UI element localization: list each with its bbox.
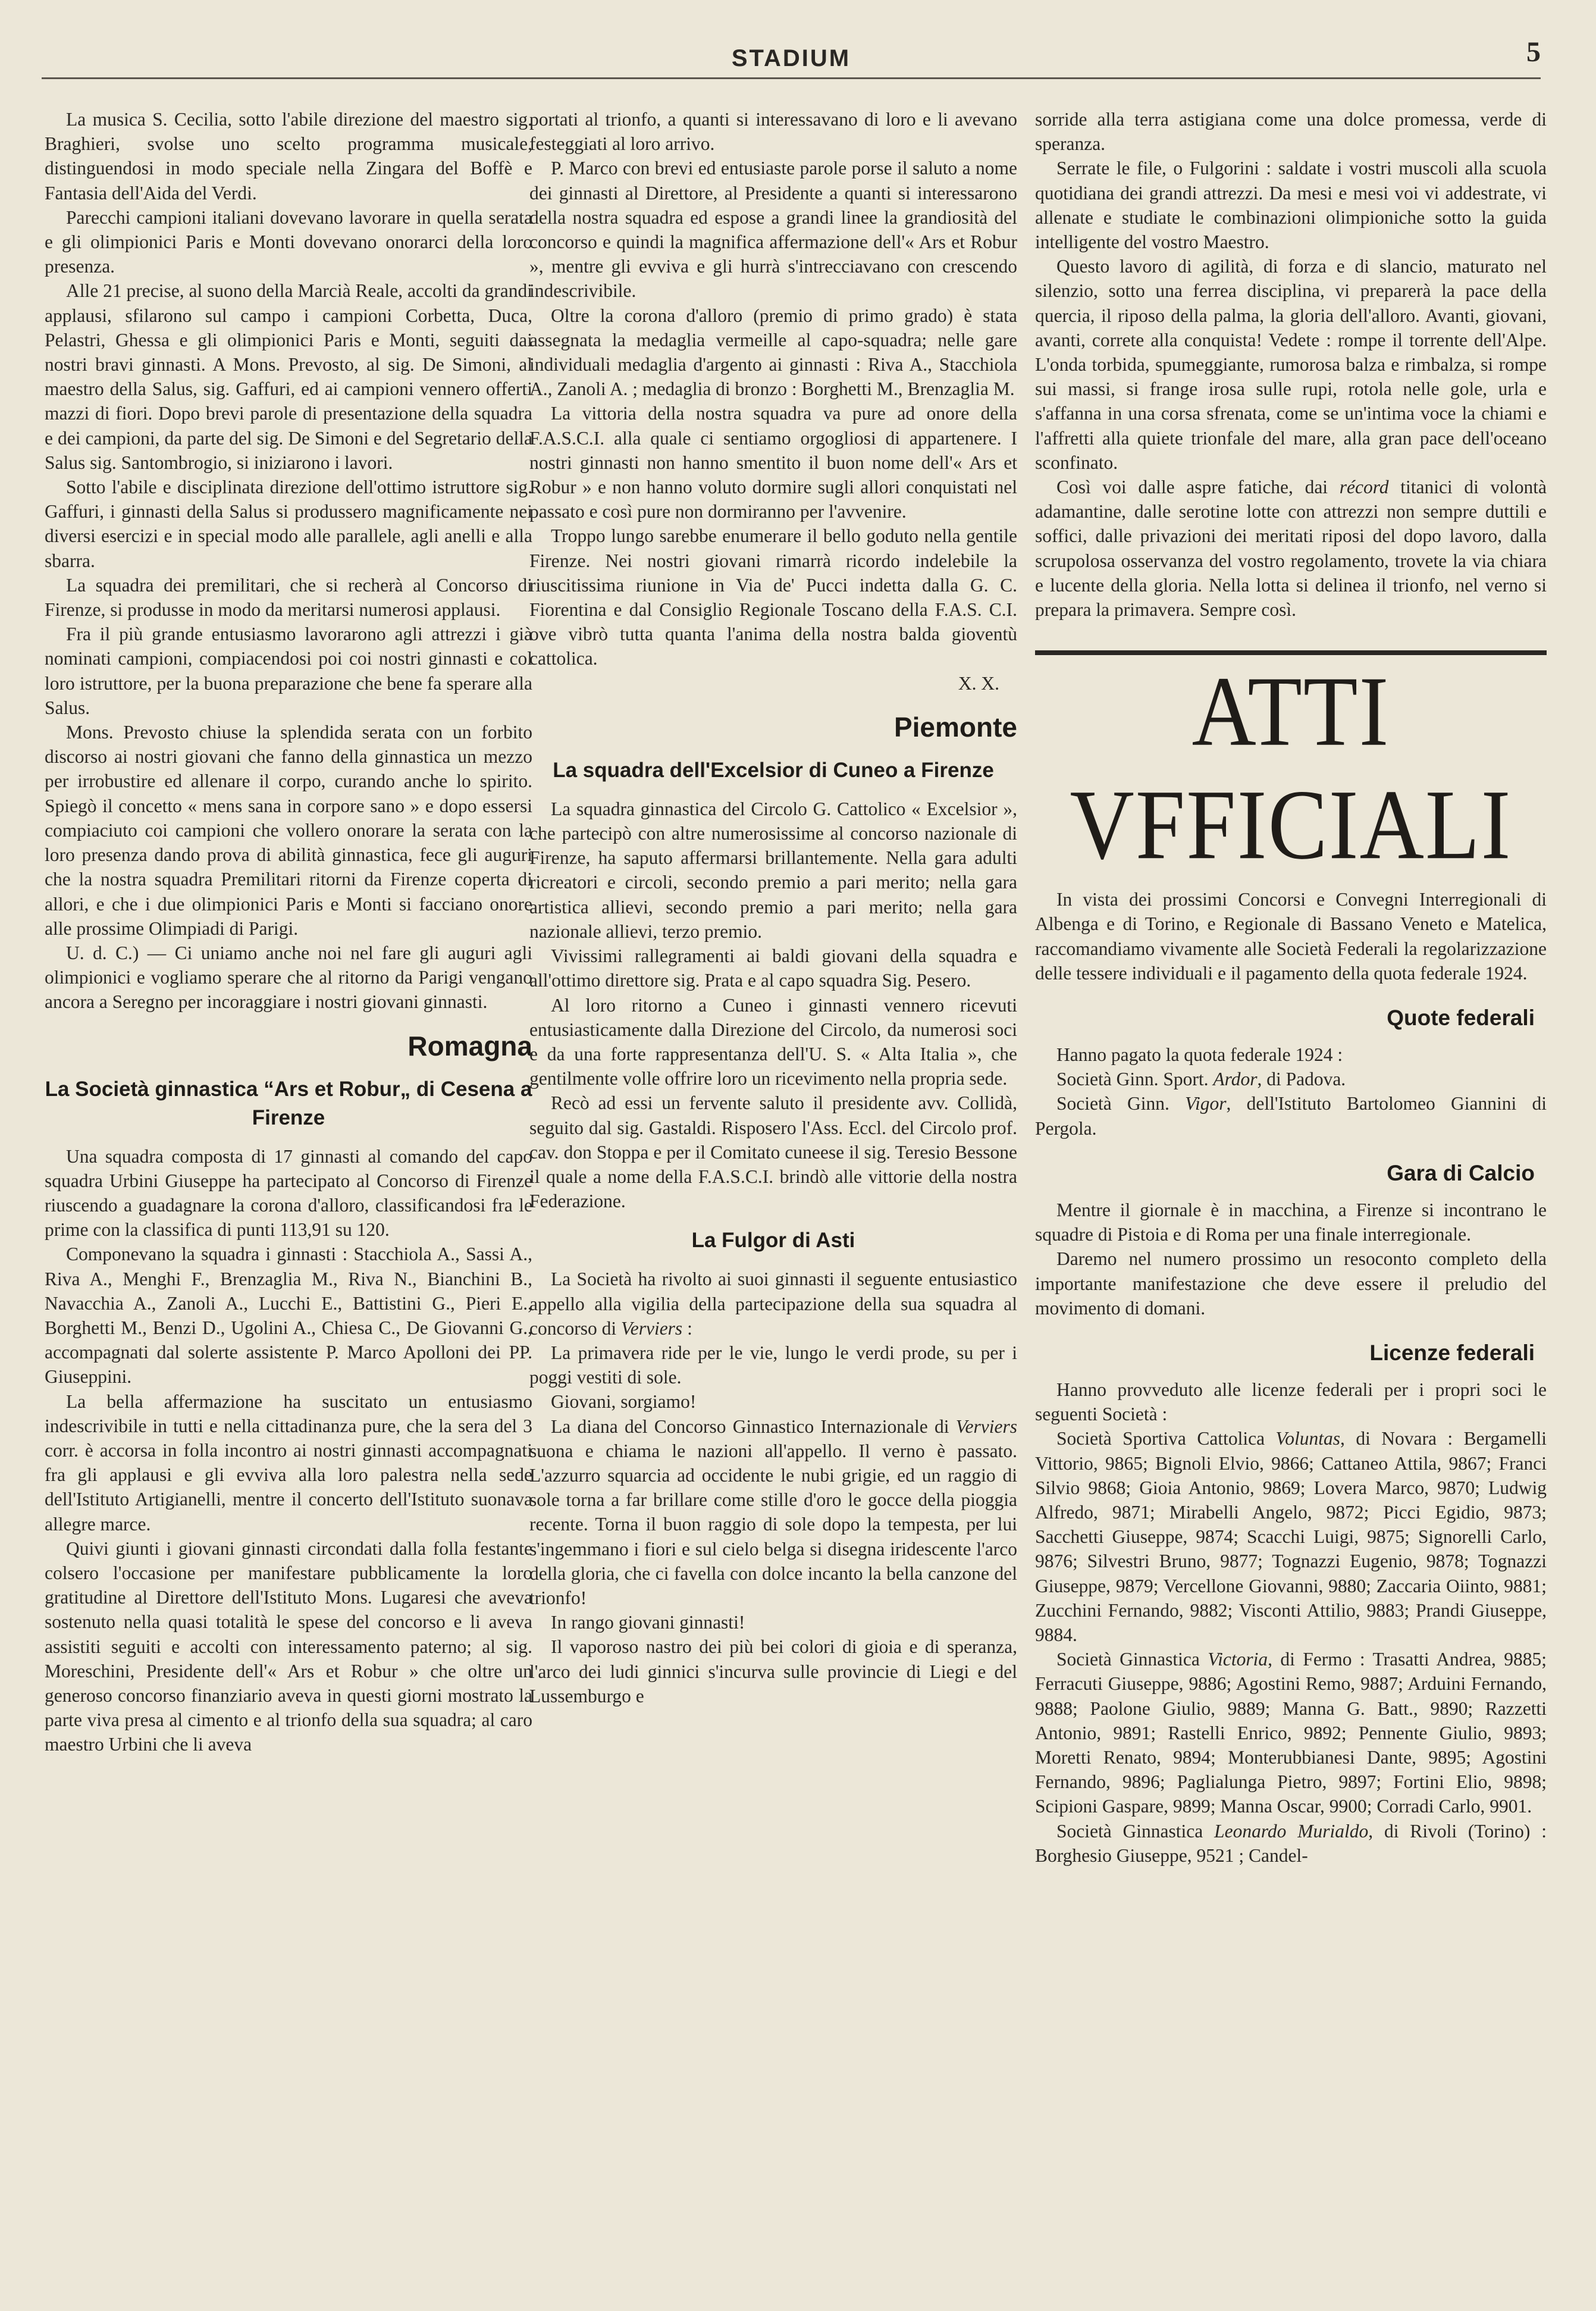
- paragraph: Una squadra composta di 17 ginnasti al comando del capo squadra Urbini Giuseppe ha partecipato al Concorso di Firenze riuscendo a guadagnare la corona d'alloro, classificandosi fra le prime con la classifica di punti 113,91 su 120.: [45, 1145, 532, 1241]
- section-heading-piemonte: Piemonte: [893, 711, 1017, 743]
- paragraph: Hanno pagato la quota federale 1924 :: [1056, 1044, 1343, 1066]
- paragraph: Recò ad essi un fervente saluto il presidente avv. Collidà, seguito dal sig. Gastaldi. Risposero l'Ass. Eccl. del Circolo prof. cav. don Stoppa e per il Comitato cuneese il sig. Teresio Bessone il quale a nome della F.A.S.C.I. brindò alle vittorie della nostra Federazione.: [529, 1092, 1017, 1212]
- masthead: [42, 36, 1541, 79]
- paragraph: Società Ginnastica Victoria, di Fermo : Trasatti Andrea, 9885; Ferracuti Giuseppe, 9886; Agostini Remo, 9887; Arduini Fernando, 9888; Paolone Giulio, 9889; Manna G. Batt., 9890; Razzetti Antonio, 9891; Rastelli Enrico, 9892; Pennente Giulio, 9893; Moretti Renato, 9894; Monterubbianesi Dante, 9895; Agostini Fernando, 9896; Paglialunga Pietro, 9897; Fortini Elio, 9898; Scipioni Gaspare, 9899; Manna Oscar, 9900; Corradi Carlo, 9901.: [1035, 1649, 1547, 1817]
- paragraph: Fra il più grande entusiasmo lavorarono agli attrezzi i già nominati campioni, compiacendosi poi coi nostri ginnasti e col loro istruttore, per la buona preparazione che bene fa sperare alla Salus.: [45, 624, 532, 718]
- paragraph: La squadra ginnastica del Circolo G. Cattolico « Excelsior », che partecipò con altre numerosissime al concorso nazionale di Firenze, ha saputo affermarsi brillantemente. Nella gara adulti ricreatori e circoli, secondo premio a pari merito; nella gara artistica allievi, secondo premio a pari merito; nella gara nazionale allievi, terzo premio.: [529, 798, 1017, 942]
- gara-di-calcio-heading: Gara di Calcio: [1387, 1160, 1535, 1185]
- paragraph: Daremo nel numero prossimo un resoconto completo della importante manifestazione che deve essere il preludio del movimento di domani.: [1035, 1248, 1547, 1319]
- article-title-fulgor: La Fulgor di Asti: [691, 1229, 855, 1252]
- paragraph: sorride alla terra astigiana come una dolce promessa, verde di speranza.: [1035, 109, 1547, 155]
- paragraph: Società Ginnastica Leonardo Murialdo, di Rivoli (Torino) : Borghesio Giuseppe, 9521 ; Candel-: [1035, 1820, 1547, 1866]
- atti-ufficiali-heading: ATTI VFFICIALI: [1070, 656, 1512, 881]
- paragraph: Quivi giunti i giovani ginnasti circondati dalla folla festante colsero l'occasione per manifestare pubblicamente la loro gratitudine al Direttore dell'Istituto Mons. Lugaresi che aveva sostenuto nella quasi totalità le spese del concorso e li aveva assistiti seguiti e accolti con interessamento paterno; al sig. Moreschini, Presidente dell'« Ars et Robur » che oltre un generoso concorso finanziario aveva in questi giorni mostrato la parte viva presa al cimento e al trionfo della sua squadra; al caro maestro Urbini che li aveva: [45, 1537, 532, 1755]
- paragraph: P. Marco con brevi ed entusiaste parole porse il saluto a nome dei ginnasti al Direttore, al Presidente a quanti si interessarono della nostra squadra ed espose a grandi linee la grandiosità del concorso e quindi la magnifica affermazione dell'« Ars et Robur », mentre gli evviva e gli hurrà s'intrecciavano con crescendo indescrivibile.: [529, 158, 1017, 302]
- column-3: [1035, 107, 1547, 1868]
- paragraph: Vivissimi rallegramenti ai baldi giovani della squadra e all'ottimo direttore sig. Prata e al capo squadra Sig. Pesero.: [529, 945, 1017, 991]
- paragraph: Società Ginn. Vigor, dell'Istituto Bartolomeo Giannini di Pergola.: [1035, 1093, 1547, 1139]
- page-number: 5: [1526, 36, 1541, 68]
- section-heading-romagna: Romagna: [407, 1030, 532, 1061]
- paragraph: Hanno provveduto alle licenze federali per i propri soci le seguenti Società :: [1035, 1379, 1547, 1425]
- paragraph: Troppo lungo sarebbe enumerare il bello goduto nella gentile Firenze. Nei nostri giovani rimarrà ricordo indelebile la riuscitissima riunione in Via de' Pucci indetta dalla G. C. Fiorentina e dal Consiglio Regionale Toscano della F.A.S. C.I. ove vibrò tutta quanta l'anima della nostra balda gioventù cattolica.: [529, 525, 1017, 669]
- paragraph: La primavera ride per le vie, lungo le verdi prode, su per i poggi vestiti di sole.: [529, 1342, 1017, 1388]
- paragraph: In rango giovani ginnasti!: [551, 1612, 745, 1633]
- paragraph: Il vaporoso nastro dei più bei colori di gioia e di speranza, l'arco dei ludi ginnici s'incurva sulle provincie di Liegi e del Lussemburgo e: [529, 1636, 1017, 1706]
- article-title: La squadra dell'Excelsior di Cuneo a Firenze: [553, 758, 994, 782]
- article-title: La Società ginnastica “Ars et Robur„ di Cesena a Firenze: [45, 1077, 532, 1129]
- paragraph: La diana del Concorso Ginnastico Internazionale di Verviers suona e chiama le nazioni all'appello. Il verno è passato. L'azzurro squarcia ad occidente le nubi grigie, ed un raggio di sole torna a far brillare come stille d'oro le gocce della pioggia recente. Torna il buon raggio di sole dopo la tempesta, per lui s'ingemmano i fiori e sul cielo belga si disegna iridescente l'arco della gloria, che ci favella con dolce incanto la bella canzone del trionfo!: [529, 1416, 1017, 1608]
- newspaper-title: STADIUM: [731, 45, 851, 71]
- paragraph: In vista dei prossimi Concorsi e Convegni Interregionali di Albenga e di Torino, e Regionale di Bassano Veneto e Matelica, raccomandiamo vivamente alle Società Federali la regolarizzazione delle tessere individuali e il pagamento della quota federale 1924.: [1035, 889, 1547, 984]
- licenze-federali-heading: Licenze federali: [1369, 1340, 1535, 1365]
- column-1: [45, 107, 532, 1757]
- column-2: [529, 107, 1017, 1708]
- paragraph: portati al trionfo, a quanti si interessavano di loro e li avevano festeggiati al loro arrivo.: [529, 109, 1017, 155]
- paragraph: U. d. C.) — Ci uniamo anche noi nel fare gli auguri agli olimpionici e vogliamo sperare che al ritorno da Parigi vengano ancora a Seregno per incoraggiare i nostri giovani ginnasti.: [45, 942, 532, 1013]
- paragraph: Alle 21 precise, al suono della Marcià Reale, accolti da grandi applausi, sfilarono sul campo i campioni Corbetta, Duca, Pelastri, Ghessa e gli olimpionici Paris e Monti, seguiti dai nostri bravi ginnasti. A Mons. Prevosto, al sig. De Simoni, al maestro della Salus, sig. Gaffuri, ed ai campioni vennero offerti mazzi di fiori. Dopo brevi parole di presentazione della squadra e dei campioni, da parte del sig. De Simoni e del Segretario della Salus sig. Santombrogio, si iniziarono i lavori.: [45, 280, 532, 473]
- paragraph: Società Sportiva Cattolica Voluntas, di Novara : Bergamelli Vittorio, 9865; Bignoli Elvio, 9866; Cattaneo Attila, 9867; Franci Silvio 9868; Gioia Antonio, 9869; Lovera Marco, 9870; Ludwig Alfredo, 9871; Mirabelli Angelo, 9872; Picci Egidio, 9873; Sacchetti Giuseppe, 9874; Scacchi Luigi, 9875; Signorelli Carlo, 9876; Silvestri Bruno, 9877; Tognazzi Eugenio, 9878; Tognazzi Giuseppe, 9879; Vercellone Giovanni, 9880; Zaccaria Oiinto, 9881; Zucchini Fernando, 9882; Visconti Attilio, 9883; Prandi Giuseppe, 9884.: [1035, 1428, 1547, 1645]
- paragraph: Componevano la squadra i ginnasti : Stacchiola A., Sassi A., Riva A., Menghi F., Brenzaglia M., Riva N., Bianchini B., Navacchia A., Zanoli A., Lucchi E., Battistini G., Pieri E., Borghetti M., Benzi D., Ugolini A., Chiesa C., De Giovanni G., accompagnati dal solerte assistente P. Marco Apolloni dei PP. Giuseppini.: [45, 1244, 532, 1388]
- paragraph: La bella affermazione ha suscitato un entusiasmo indescrivibile in tutti e nella cittadinanza pure, che la sera del 3 corr. è accorsa in folla incontro ai nostri ginnasti accompagnati fra gli applausi e gli evviva alla loro palestra nella sede dell'Istituto Artigianelli, mentre il concerto dell'Istituto suonava allegre marce.: [45, 1391, 532, 1535]
- paragraph: Serrate le file, o Fulgorini : saldate i vostri muscoli alla scuola quotidiana dei grandi attrezzi. Da mesi e mesi voi vi addestrate, vi allenate e studiate le combinazioni olimpioniche sotto la guida intelligente del vostro Maestro.: [1035, 158, 1547, 253]
- paragraph: Parecchi campioni italiani dovevano lavorare in quella serata e gli olimpionici Paris e Monti dovevano onorarci della loro presenza.: [45, 206, 532, 277]
- paragraph: Mons. Prevosto chiuse la splendida serata con un forbito discorso ai nostri giovani che fanno della ginnastica un mezzo per irrobustire ed allenare il corpo, curando anche lo spirito. Spiegò il concetto « mens sana in corpore sano » e dopo essersi compiaciuto coi campioni che vollero onorare la serata con la loro presenza dando prova di abilità ginnastica, fece gli auguri che la nostra squadra Premilitari ritorni da Firenze coperta di allori, e che i due olimpionici Paris e Monti si facciano onore alle prossime Olimpiadi di Parigi.: [45, 722, 532, 939]
- paragraph: Mentre il giornale è in macchina, a Firenze si incontrano le squadre di Pistoia e di Roma per una finale interregionale.: [1035, 1199, 1547, 1245]
- quote-federali-heading: Quote federali: [1387, 1006, 1535, 1031]
- paragraph: La musica S. Cecilia, sotto l'abile direzione del maestro sig. Braghieri, svolse uno scelto programma musicale, distinguendosi in modo speciale nella Zingara del Boffè e Fantasia dell'Aida del Verdi.: [45, 109, 532, 203]
- paragraph: La Società ha rivolto ai suoi ginnasti il seguente entusiastico appello alla vigilia della partecipazione della sua squadra al concorso di Verviers :: [529, 1269, 1017, 1339]
- paragraph: Società Ginn. Sport. Ardor, di Padova.: [1056, 1069, 1346, 1090]
- signature: X. X.: [958, 672, 999, 694]
- paragraph: Giovani, sorgiamo!: [551, 1391, 697, 1413]
- paragraph: La vittoria della nostra squadra va pure ad onore della F.A.S.C.I. alla quale ci sentiamo orgogliosi di appartenere. I nostri ginnasti non hanno smentito il buon nome dell'« Ars et Robur » e non hanno voluto dormire sugli allori conquistati nel passato e così pure non dormiranno per l'avvenire.: [529, 403, 1017, 522]
- paragraph: Al loro ritorno a Cuneo i ginnasti vennero ricevuti entusiasticamente dalla Direzione del Circolo, da numerosi soci e da una forte rappresentanza dell'U. S. « Alta Italia », che gentilmente volle offrire loro un ricevimento nella propria sede.: [529, 994, 1017, 1089]
- paragraph: Così voi dalle aspre fatiche, dai récord titanici di volontà adamantine, dalle serotine lotte con attrezzi non sempre duttili e soffici, dalle privazioni dei meritati riposi del dopo lavoro, dalla scrupolosa osservanza del vostro regolamento, trovete la via chiara e lucente della gloria. Nella lotta si delinea il trionfo, nel verno si prepara la primavera. Sempre così.: [1035, 477, 1547, 621]
- paragraph: Oltre la corona d'alloro (premio di primo grado) è stata assegnata la medaglia vermeille al capo-squadra; nelle gare individuali medaglia d'argento ai ginnasti : Riva A., Stacchiola A., Zanoli A. ; medaglia di bronzo : Borghetti M., Brenzaglia M.: [529, 305, 1017, 400]
- paragraph: Questo lavoro di agilità, di forza e di slancio, maturato nel silenzio, sotto una ferrea disciplina, vi preparerà la pace della quercia, il riposo della palma, la gloria dell'alloro. Avanti, giovani, avanti, correte alla conquista! Vedete : rompe il torrente dell'Alpe. L'onda torbida, spumeggiante, rumorosa balza e rimbalza, si rompe sui massi, si frange irosa sulle rupi, rotola nelle gole, urla e s'affanna in una corsa sfrenata, come se un'intima voce la chiami e l'affretti alla quiete trionfale del mare, alla gran pace dell'oceano sconfinato.: [1035, 256, 1547, 473]
- paragraph: La squadra dei premilitari, che si recherà al Concorso di Firenze, si produsse in modo da meritarsi numerosi applausi.: [45, 574, 532, 621]
- paragraph: Sotto l'abile e disciplinata direzione dell'ottimo istruttore sig. Gaffuri, i ginnasti della Salus si produssero magnificamente nei diversi esercizi e in special modo alle parallele, agli anelli e alla sbarra.: [45, 477, 532, 571]
